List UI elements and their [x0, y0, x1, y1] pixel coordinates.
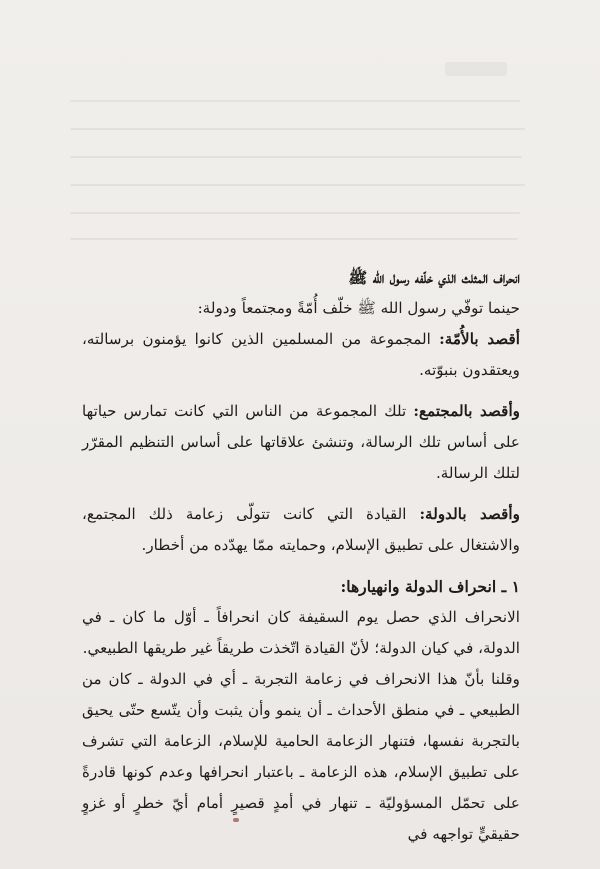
definition-state — [82, 499, 520, 561]
definition-society — [82, 396, 520, 489]
definition-lead: وأقصد بالمجتمع: — [413, 402, 520, 420]
body-paragraph: وقلنا بأنّ هذا الانحراف في زعامة التجربة ـ أي في الدولة ـ كان من الطبيعي ـ في منطق الأحداث ـ أن ينمو وأن يثبت وأن يتّسع حتّى يحيق بالتجربة نفسها، فتنهار الزعامة الحامية للإسلام، الزعامة التي تشرف على تطبيق الإسلام، هذه الزعامة ـ باعتبار انحرافها وعدم كونها قادرةً على تحمّل المسؤوليّة ـ تنهار في أمدٍ قصيرٍ أمام أيّ خطرٍ أو غزوٍ حقيقيٍّ تواجهه في — [82, 670, 520, 843]
bleed-through-line — [70, 184, 525, 186]
intro-paragraph: حينما توفّي رسول الله ﷺ خلّف أُمّةً ومجتمعاً ودولة: — [197, 299, 520, 317]
definition-lead: أقصد بالأُمّة: — [439, 330, 520, 348]
definition-text: المجموعة من المسلمين الذين كانوا يؤمنون برسالته، ويعتقدون بنبوّته. — [82, 330, 520, 379]
definition-text: تلك المجموعة من الناس التي كانت تمارس حياتها على أساس تلك الرسالة، وتنشئ علاقاتها على أساس التنظيم المقرّر لتلك الرسالة. — [82, 402, 520, 482]
bleed-through-page-number — [445, 62, 507, 76]
definition-text: القيادة التي كانت تتولّى زعامة ذلك المجتمع، والاشتغال على تطبيق الإسلام، وحمايته ممّا يهدّده من أخطار. — [82, 505, 520, 554]
section-heading: ١ ـ انحراف الدولة وانهيارها: — [340, 577, 520, 596]
bleed-through-line — [70, 156, 522, 158]
body-paragraph: الانحراف الذي حصل يوم السقيفة كان انحرافاً ـ أوّل ما كان ـ في الدولة، في كيان الدولة؛ لأنّ القيادة اتّخذت طريقاً غير طريقها الطبيعي. — [82, 608, 520, 657]
definition-umma — [82, 324, 520, 386]
bleed-through-line — [70, 238, 518, 240]
page-text — [82, 262, 520, 850]
ink-mark — [233, 818, 239, 822]
definition-lead: وأقصد بالدولة: — [419, 505, 520, 523]
bleed-through-line — [70, 100, 520, 102]
chapter-heading: انحراف المثلث الذي خلّفه رسول الله ﷺ — [348, 268, 520, 287]
bleed-through-line — [70, 128, 525, 130]
bleed-through-line — [70, 212, 520, 214]
